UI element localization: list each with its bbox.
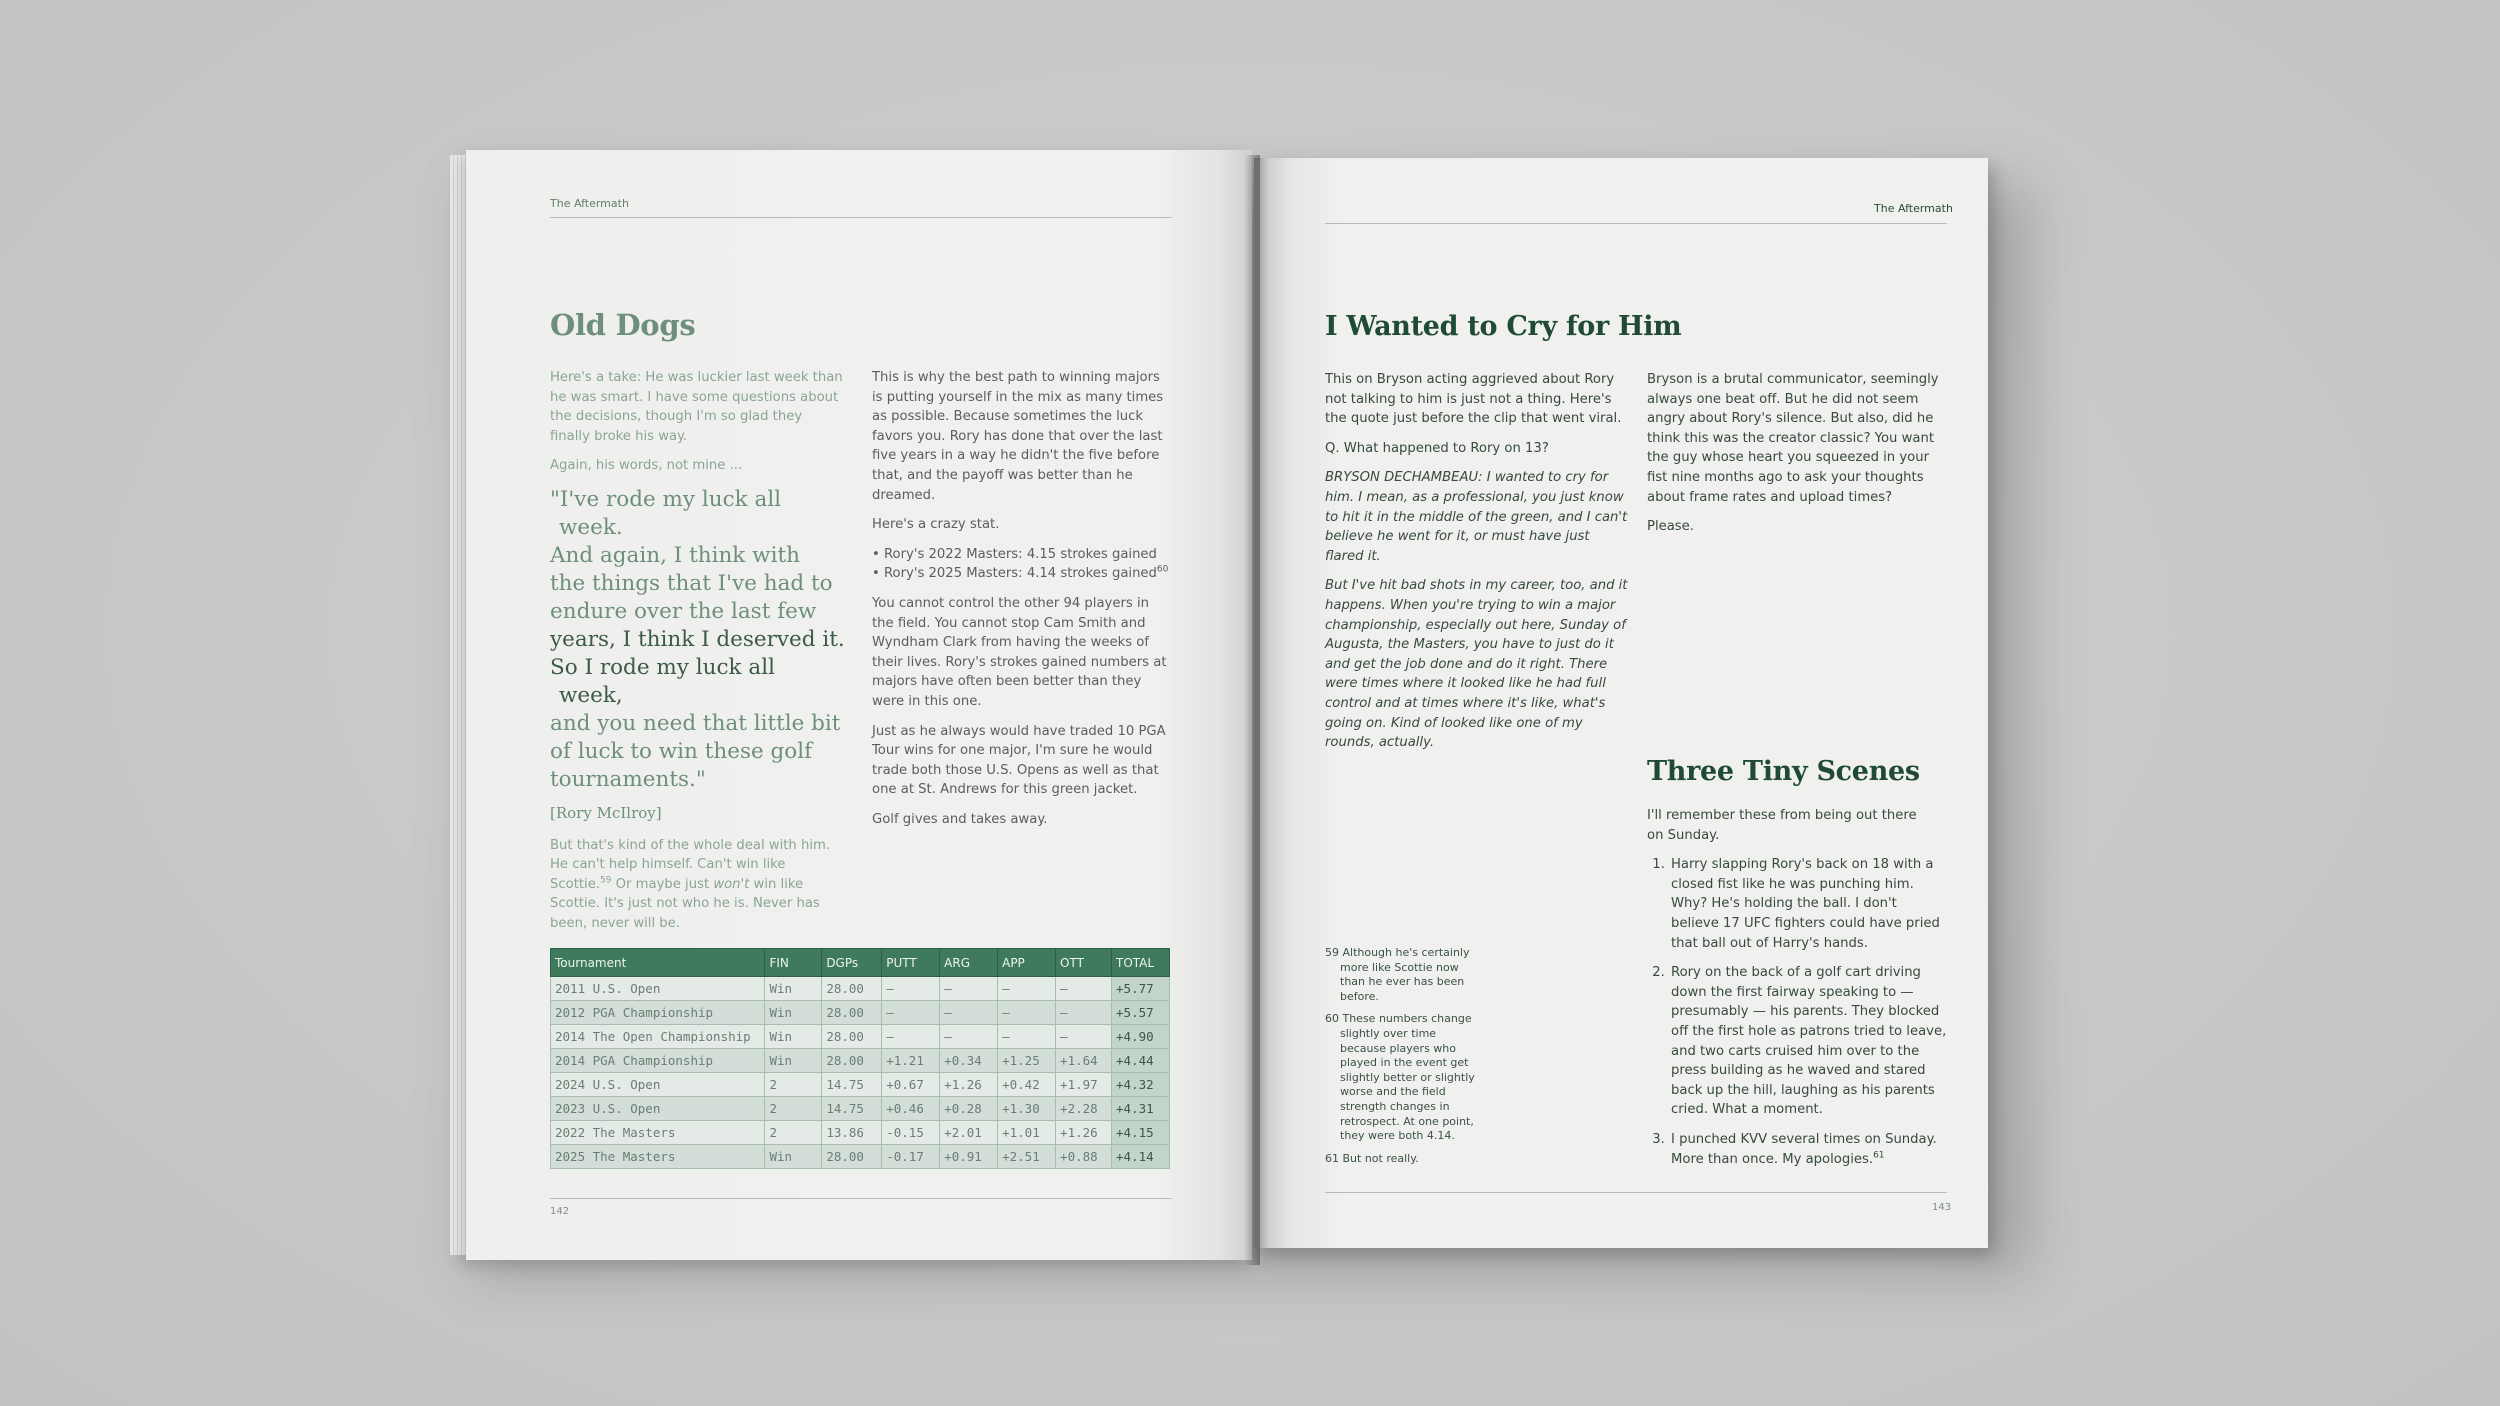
table-cell: +5.77 <box>1112 977 1170 1001</box>
scenes-intro: I'll remember these from being out there on Sunday. <box>1647 808 1917 843</box>
table-header-cell: PUTT <box>882 949 940 977</box>
table-cell: +0.28 <box>940 1097 998 1121</box>
table-cell: 2012 PGA Championship <box>551 1001 765 1025</box>
quote-attribution: [Rory McIlroy] <box>550 803 662 822</box>
table-header-cell: OTT <box>1056 949 1112 977</box>
table-cell: +0.34 <box>940 1049 998 1073</box>
table-row <box>551 1025 1170 1049</box>
quote-line-2: And again, I think with <box>550 542 800 568</box>
table-cell: 13.86 <box>822 1121 882 1145</box>
right-running-head: The Aftermath <box>1874 202 1953 215</box>
page-title-cry-for-him: I Wanted to Cry for Him <box>1325 311 1682 342</box>
strokes-gained-table <box>550 948 1170 1169</box>
table-header-row <box>551 949 1170 977</box>
closing-emphasis: won't <box>713 876 750 892</box>
table-cell: 2014 The Open Championship <box>551 1025 765 1049</box>
stat-bullet-2 <box>872 564 1170 584</box>
table-header-cell: ARG <box>940 949 998 977</box>
table-cell: – <box>940 977 998 1001</box>
table-cell: Win <box>765 1049 822 1073</box>
table-cell: 2014 PGA Championship <box>551 1049 765 1073</box>
scene-item-3-text: I punched KVV several times on Sunday. More than once. My apologies. <box>1671 1131 1937 1167</box>
table-cell: 2011 U.S. Open <box>551 977 765 1001</box>
left-column-2 <box>872 368 1170 839</box>
table-row <box>551 1073 1170 1097</box>
table-cell: 14.75 <box>822 1073 882 1097</box>
table-cell: Win <box>765 1001 822 1025</box>
crazy-stat-line: Here's a crazy stat. <box>872 517 1000 533</box>
table-cell: 2022 The Masters <box>551 1121 765 1145</box>
table-header-cell: Tournament <box>551 949 765 977</box>
footnote-ref-59: 59 <box>600 875 612 886</box>
table-cell: +0.88 <box>1056 1145 1112 1169</box>
table-cell: +1.26 <box>1056 1121 1112 1145</box>
footnote-61: 61 But not really. <box>1325 1151 1419 1165</box>
table-cell: -0.15 <box>882 1121 940 1145</box>
right-footer-rule <box>1325 1192 1947 1193</box>
table-cell: 28.00 <box>822 1145 882 1169</box>
interview-answer-1: BRYSON DECHAMBEAU: I wanted to cry for him. I mean, as a professional, you just know to hit it in the middle of the green, and I can't believe he went for it, or must have just flared it. <box>1325 470 1628 564</box>
table-cell: +1.26 <box>940 1073 998 1097</box>
table-cell: 28.00 <box>822 1001 882 1025</box>
table-cell: Win <box>765 1025 822 1049</box>
book-spine <box>1244 155 1260 1265</box>
section-title-three-tiny-scenes: Three Tiny Scenes <box>1647 756 1920 787</box>
table-cell: +2.51 <box>998 1145 1056 1169</box>
right-column-2 <box>1647 370 1947 547</box>
table-cell: 2 <box>765 1121 822 1145</box>
quote-line-1a: "I've rode my luck all week. <box>550 486 782 540</box>
left-page-number: 142 <box>550 1206 570 1217</box>
scene-item-3 <box>1669 1130 1947 1169</box>
scenes-section <box>1647 806 1947 1179</box>
interview-question: Q. What happened to Rory on 13? <box>1325 440 1549 456</box>
table-cell: Win <box>765 977 822 1001</box>
table-cell: 28.00 <box>822 1049 882 1073</box>
table-cell: +0.67 <box>882 1073 940 1097</box>
table-cell: +0.91 <box>940 1145 998 1169</box>
footnote-59: 59 Although he's certainly more like Scottie now than he ever has been before. <box>1325 946 1470 1003</box>
table-cell: 2023 U.S. Open <box>551 1097 765 1121</box>
brutal-communicator-paragraph: Bryson is a brutal communicator, seemingly always one beat off. But he did not seem angry about Rory's silence. But also, did he think this was the creator classic? You want the guy whose heart you squeezed in your fist nine months ago to ask your thoughts about frame rates and upload times? <box>1647 372 1939 505</box>
closing-text-b: Or maybe just <box>611 876 714 892</box>
again-line: Again, his words, not mine ... <box>550 458 743 474</box>
table-cell: – <box>998 1025 1056 1049</box>
best-path-paragraph: This is why the best path to winning majors is putting yourself in the mix as many times as possible. Because sometimes the luck favors you. Rory has done that over the last five years in a way he didn't the five before that, and the payoff was better than he dreamed. <box>872 370 1164 503</box>
table-cell: – <box>1056 1001 1112 1025</box>
table-cell: +1.01 <box>998 1121 1056 1145</box>
table-cell: +4.32 <box>1112 1073 1170 1097</box>
traded-paragraph: Just as he always would have traded 10 PGA Tour wins for one major, I'm sure he would trade both those U.S. Opens as well as that one at St. Andrews for this green jacket. <box>872 723 1166 798</box>
quote-line-5: years, I think I deserved it. <box>550 626 845 652</box>
table-row <box>551 977 1170 1001</box>
table-cell: +0.42 <box>998 1073 1056 1097</box>
interview-answer-2: But I've hit bad shots in my career, too, and it happens. When you're trying to win a major championship, especially out here, Sunday of Augusta, the Masters, you have to just do it and get the job done and do it right. There were times where it looked like he had full control and at times where it's like, what's going on. Kind of looked like one of my rounds, actually. <box>1325 578 1628 751</box>
table-cell: – <box>940 1025 998 1049</box>
table-cell: +1.64 <box>1056 1049 1112 1073</box>
table-cell: 2 <box>765 1097 822 1121</box>
right-header-rule <box>1325 223 1947 224</box>
right-column-1 <box>1325 370 1630 763</box>
table-cell: – <box>998 977 1056 1001</box>
pull-quote <box>550 486 845 794</box>
table-cell: 2 <box>765 1073 822 1097</box>
table-cell: – <box>1056 977 1112 1001</box>
left-footer-rule <box>550 1198 1172 1199</box>
footnotes <box>1325 946 1475 1174</box>
left-column-1 <box>550 368 845 944</box>
table-cell: +4.90 <box>1112 1025 1170 1049</box>
please-line: Please. <box>1647 519 1694 535</box>
table-cell: +5.57 <box>1112 1001 1170 1025</box>
table-cell: 28.00 <box>822 1025 882 1049</box>
quote-line-4: endure over the last few <box>550 598 817 624</box>
left-header-rule <box>550 217 1172 218</box>
closing-text-a: But that's kind of the whole deal with him. He can't help himself. Can't win like Scottie. <box>550 837 831 892</box>
table-cell: Win <box>765 1145 822 1169</box>
table-cell: – <box>940 1001 998 1025</box>
footnote-ref-61: 61 <box>1873 1150 1885 1161</box>
quote-line-8: of luck to win these golf <box>550 738 813 764</box>
scene-item-1: 1. Harry slapping Rory's back on 18 with a closed fist like he was punching him. Why? He's holding the ball. I don't believe 17 UFC fighters could have pried that ball out of Harry's hands. <box>1669 855 1947 953</box>
table-cell: 2025 The Masters <box>551 1145 765 1169</box>
left-running-head: The Aftermath <box>550 197 629 210</box>
right-page-number: 143 <box>1932 1202 1952 1213</box>
table-cell: – <box>882 1001 940 1025</box>
table-cell: – <box>882 977 940 1001</box>
footnote-60: 60 These numbers change slightly over time because players who played in the event get slightly better or slightly worse and the field strength changes in retrospect. At one point, they were both 4.14. <box>1325 1012 1475 1143</box>
table-body <box>551 977 1170 1169</box>
bryson-intro-paragraph: This on Bryson acting aggrieved about Rory not talking to him is just not a thing. Here's the quote just before the clip that went viral. <box>1325 372 1622 427</box>
table-cell: – <box>998 1001 1056 1025</box>
table-cell: +4.31 <box>1112 1097 1170 1121</box>
quote-line-3: the things that I've had to <box>550 570 833 596</box>
table-cell: +1.30 <box>998 1097 1056 1121</box>
table-row <box>551 1001 1170 1025</box>
table-cell: +4.14 <box>1112 1145 1170 1169</box>
table-cell: +0.46 <box>882 1097 940 1121</box>
scene-item-2: 2. Rory on the back of a golf cart driving down the first fairway speaking to — presumably — his parents. They blocked off the first hole as patrons tried to leave, and two carts cruised him over to the press building as he waved and stared back up the hill, laughing as his parents cried. What a moment. <box>1669 963 1947 1120</box>
table-cell: +4.44 <box>1112 1049 1170 1073</box>
table-row <box>551 1121 1170 1145</box>
golf-gives-line: Golf gives and takes away. <box>872 811 1048 827</box>
closing-paragraph <box>550 836 845 934</box>
page-title-old-dogs: Old Dogs <box>550 308 696 342</box>
table-header-cell: TOTAL <box>1112 949 1170 977</box>
table-row <box>551 1145 1170 1169</box>
stat-bullet-1: • Rory's 2022 Masters: 4.15 strokes gained <box>872 546 1157 562</box>
quote-line-7: and you need that little bit <box>550 710 841 736</box>
table-cell: +2.28 <box>1056 1097 1112 1121</box>
table-cell: -0.17 <box>882 1145 940 1169</box>
quote-line-6: So I rode my luck all week, <box>550 654 775 708</box>
quote-line-9: tournaments." <box>550 766 706 792</box>
table-cell: 2024 U.S. Open <box>551 1073 765 1097</box>
intro-paragraph: Here's a take: He was luckier last week than he was smart. I have some questions about the decisions, though I'm so glad they finally broke his way. <box>550 370 843 444</box>
footnote-ref-60: 60 <box>1156 564 1169 575</box>
table-header-cell: FIN <box>765 949 822 977</box>
table-cell: +1.25 <box>998 1049 1056 1073</box>
table-cell: – <box>1056 1025 1112 1049</box>
table-cell: 14.75 <box>822 1097 882 1121</box>
control-paragraph: You cannot control the other 94 players in the field. You cannot stop Cam Smith and Wyndham Clark from having the weeks of their lives. Rory's strokes gained numbers at majors have often been better than they were in this one. <box>872 595 1167 709</box>
table-cell: – <box>882 1025 940 1049</box>
stat-bullet-2-text: • Rory's 2025 Masters: 4.14 strokes gained <box>872 566 1157 582</box>
closing-text-c: win like Scottie. It's just not who he is. Never has been, never will be. <box>550 876 820 931</box>
table-cell: +1.21 <box>882 1049 940 1073</box>
table-cell: +2.01 <box>940 1121 998 1145</box>
table-cell: +4.15 <box>1112 1121 1170 1145</box>
scenes-list <box>1647 855 1947 1169</box>
table-cell: 28.00 <box>822 977 882 1001</box>
table-row <box>551 1097 1170 1121</box>
table-header-cell: APP <box>998 949 1056 977</box>
table-cell: +1.97 <box>1056 1073 1112 1097</box>
table-row <box>551 1049 1170 1073</box>
table-header-cell: DGPs <box>822 949 882 977</box>
